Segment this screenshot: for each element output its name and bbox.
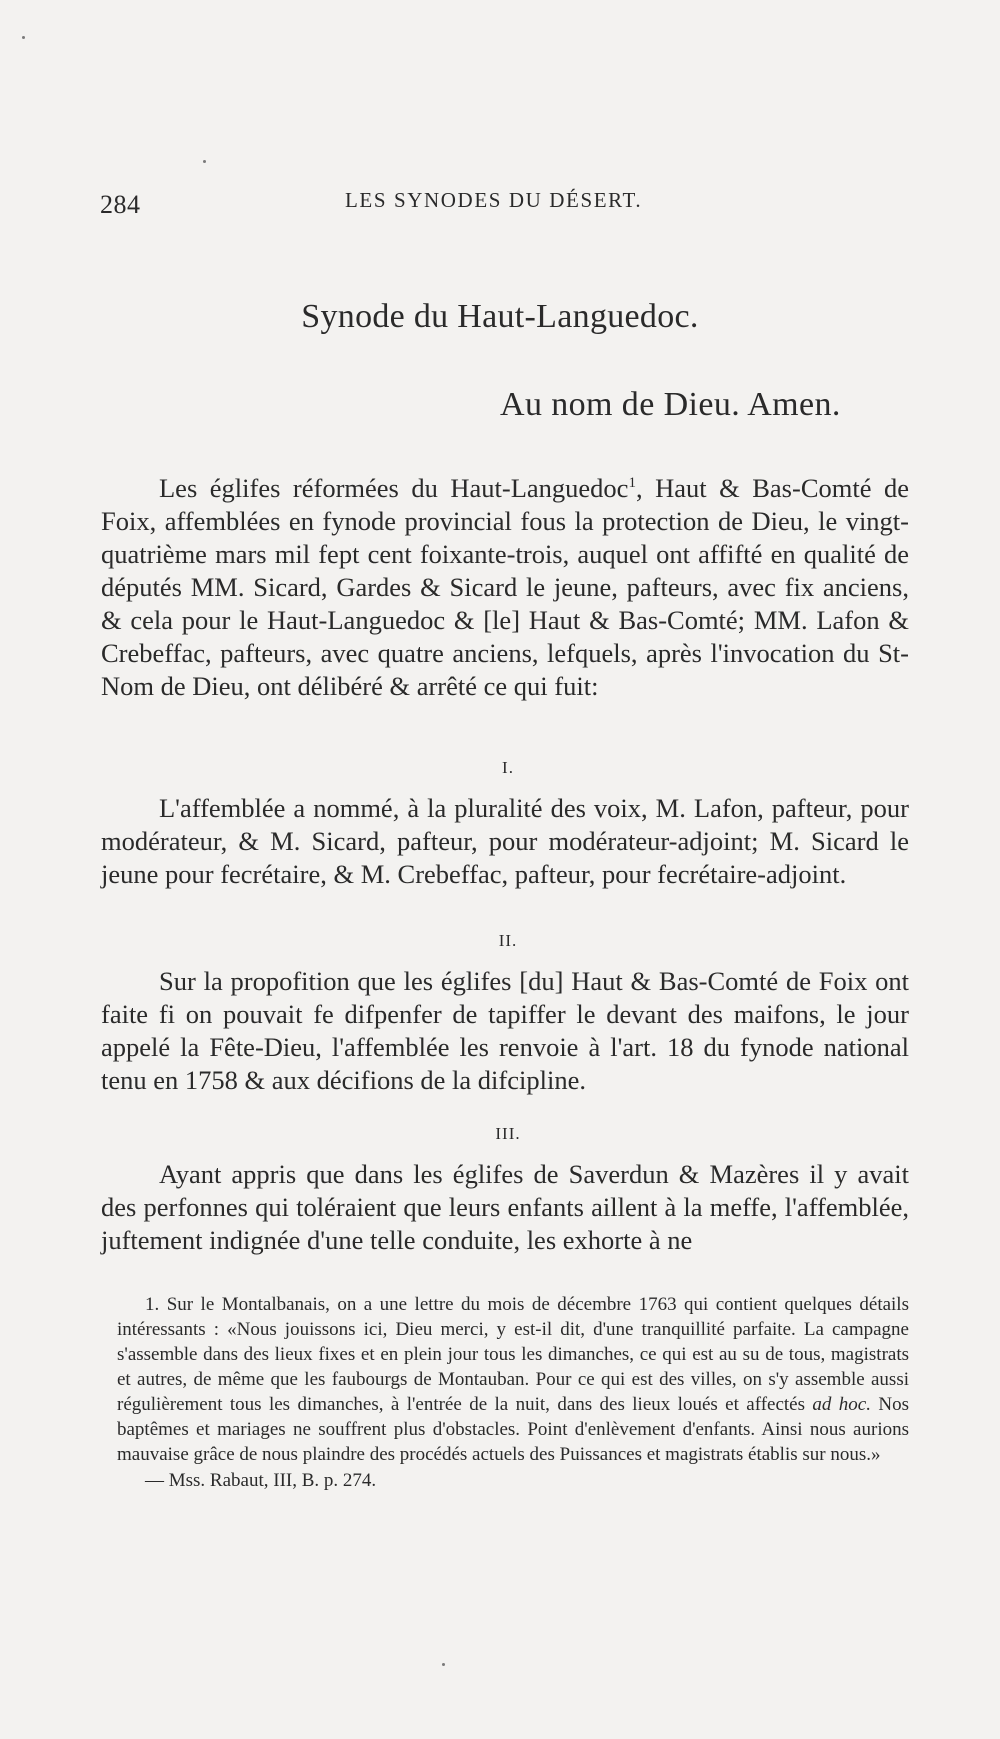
paper-speck (22, 36, 25, 39)
paper-speck (442, 1663, 445, 1666)
footnote-source: — Mss. Rabaut, III, B. p. 274. (145, 1470, 377, 1491)
invocation: Au nom de Dieu. Amen. (500, 386, 841, 423)
article-number-1: I. (502, 758, 514, 777)
article-3 (101, 1158, 909, 1257)
opening-paragraph (101, 472, 909, 703)
article-1-text: L'affemblée a nommé, à la pluralité des voix, M. Lafon, pafteur, pour modérateur, & M. Sicard, pafteur, pour modérateur-adjoint; M. Sicard le jeune pour fecrétaire, & M. Crebeffac, pafteur, pour fecrétaire-adjoint. (101, 793, 909, 889)
article-number-2: II. (498, 931, 518, 950)
page-number: 284 (100, 190, 141, 219)
footnote-1 (117, 1292, 909, 1467)
footnote-italic: ad hoc. (812, 1394, 871, 1415)
running-head: LES SYNODES DU DÉSERT. (345, 188, 643, 212)
article-2-text: Sur la propofition que les églifes [du] Haut & Bas-Comté de Foix ont faite fi on pouvait fe difpenfer de tapiffer le devant des maifons, le jour appelé la Fête-Dieu, l'affemblée les renvoie à l'art. 18 du fynode national tenu en 1758 & aux décifions de la difcipline. (101, 966, 909, 1095)
paper-speck (203, 160, 206, 163)
footnote-reference[interactable]: 1 (628, 475, 636, 492)
footnote-text-start: 1. Sur le Montalbanais, on a une lettre du mois de décembre 1763 qui contient quelques détails intéressants : «Nous jouissons ici, Dieu merci, y est-il dit, d'une tranquillité parfaite. La campagne s'assemble dans des lieux fixes et en plein jour tous les dimanches, ce qui est au su de tous, magistrats et autres, de même que les faubourgs de Montauban. Pour ce qui est des villes, on s'y assemble aussi régulièrement tous les dimanches, à l'entrée de la nuit, dans des lieux loués et affectés (117, 1294, 909, 1415)
opening-text-rest: , Haut & Bas-Comté de Foix, affemblées en fynode provincial fous la protection de Dieu, le vingt-quatrième mars mil fept cent foixante-trois, auquel ont affifté en qualité de députés MM. Sicard, Gardes & Sicard le jeune, pafteurs, avec fix anciens, & cela pour le Haut-Languedoc & [le] Haut & Bas-Comté; MM. Lafon & Crebeffac, pafteurs, avec quatre anciens, lefquels, après l'invocation du St-Nom de Dieu, ont délibéré & arrêté ce qui fuit: (101, 473, 909, 701)
article-1 (101, 792, 909, 891)
footnotes (117, 1292, 909, 1493)
article-number-3: III. (495, 1124, 521, 1143)
footnote-text-end: Nos baptêmes et mariages ne souffrent plus d'obstacles. Point d'enlèvement d'enfants. Ainsi nous aurions mauvaise grâce de nous plaindre des procédés actuels des Puissances et magistrats établis sur nous.» (117, 1394, 909, 1465)
opening-text-start: Les églifes réformées du Haut-Languedoc (159, 473, 629, 503)
page-header (100, 186, 912, 222)
section-title: Synode du Haut-Languedoc. (301, 298, 699, 335)
article-3-text: Ayant appris que dans les églifes de Saverdun & Mazères il y avait des perfonnes qui toléraient que leurs enfants aillent à la meffe, l'affemblée, juftement indignée d'une telle conduite, les exhorte à ne (101, 1159, 909, 1255)
article-2 (101, 965, 909, 1097)
